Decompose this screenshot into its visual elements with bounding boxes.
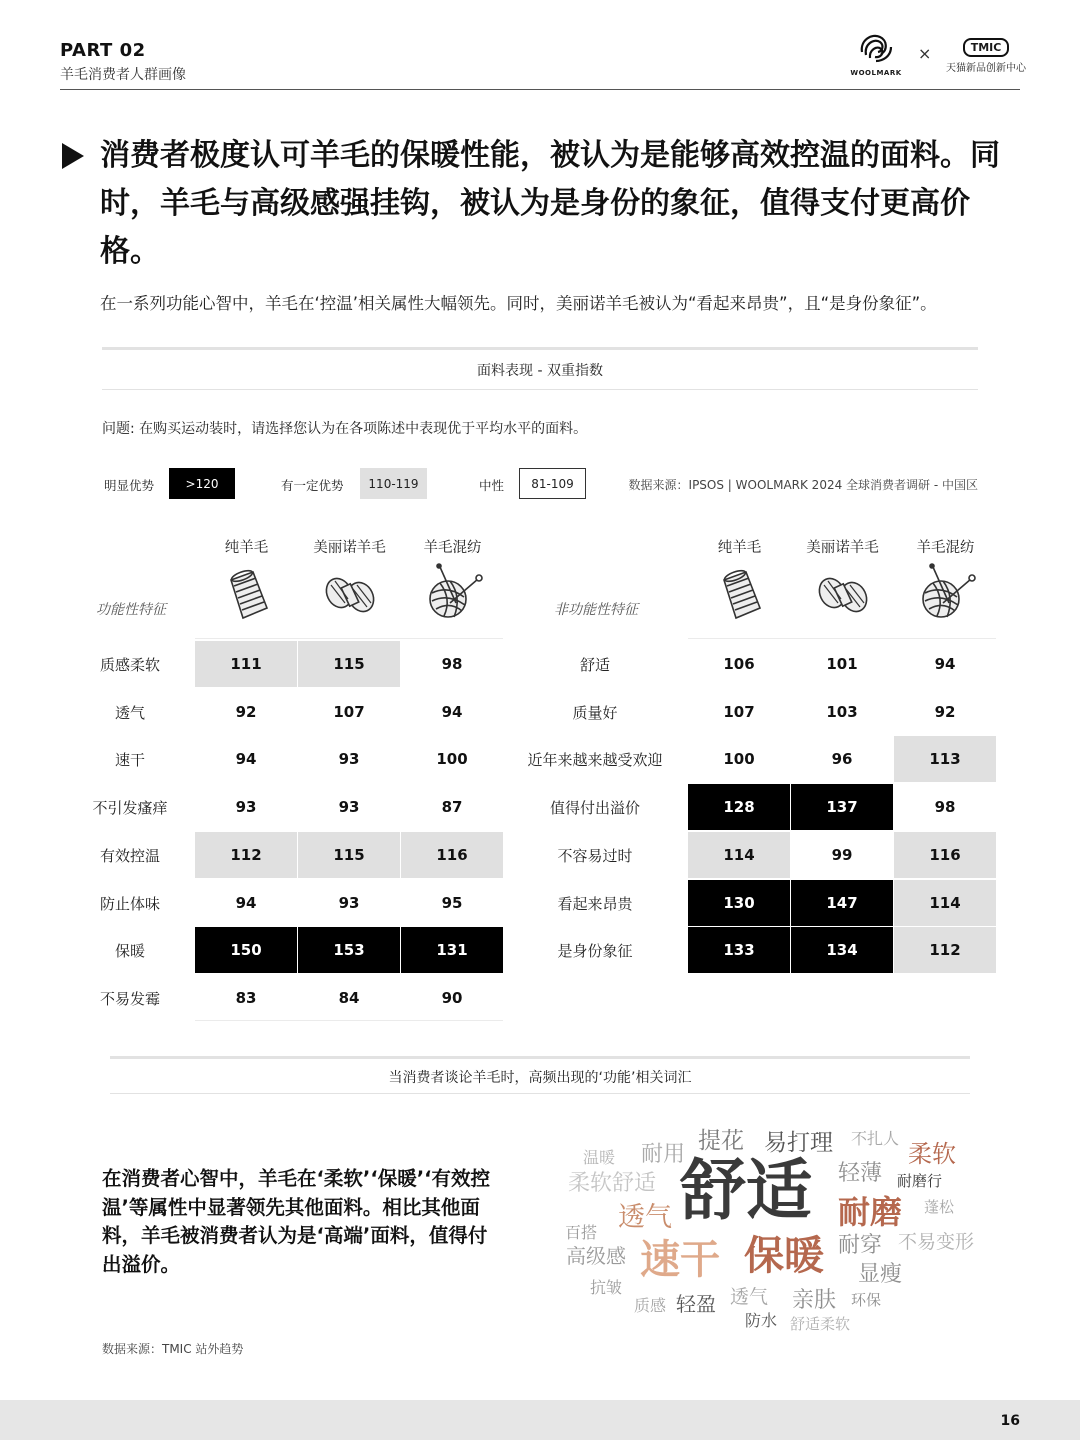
index-cell: 90 — [441, 988, 463, 1007]
wordcloud-word: 蓬松 — [924, 1198, 955, 1216]
index-cell: 100 — [436, 750, 468, 769]
index-cell: 98 — [934, 798, 956, 817]
index-cell: 94 — [934, 655, 956, 673]
legend-some-swatch: 110-119 — [360, 468, 427, 499]
wordcloud-word: 环保 — [851, 1291, 882, 1309]
col-header-wool-blend: 羊毛混纺 — [423, 540, 482, 556]
index-cell: 128 — [688, 784, 790, 830]
index-cell: 101 — [826, 655, 858, 673]
part-subtitle: 羊毛消费者人群画像 — [60, 67, 186, 83]
wordcloud-word: 不易变形 — [898, 1231, 975, 1253]
index-cell: 133 — [688, 927, 790, 973]
index-cell: 111 — [195, 641, 297, 687]
wordcloud-word: 保暖 — [744, 1233, 824, 1279]
index-cell: 93 — [338, 750, 360, 769]
row-label: 是身份象征 — [557, 942, 633, 961]
row-label: 不引发瘙痒 — [92, 799, 168, 818]
index-cell: 103 — [826, 702, 858, 721]
wordcloud-word: 易打理 — [764, 1130, 833, 1156]
index-cell: 93 — [338, 798, 360, 817]
footer-bar — [0, 1400, 1080, 1440]
wordcloud-word: 舒适柔软 — [790, 1315, 851, 1333]
wordcloud-word: 透气 — [730, 1286, 769, 1308]
index-cell: 96 — [831, 750, 853, 769]
index-cell: 115 — [298, 641, 400, 687]
wool-skein-icon — [298, 564, 401, 624]
col-header-pure-wool: 纯羊毛 — [717, 540, 762, 556]
row-label: 有效控温 — [99, 846, 160, 865]
index-cell: 130 — [688, 880, 790, 926]
row-label: 保暖 — [114, 942, 145, 961]
index-cell: 83 — [235, 988, 257, 1007]
col-header-merino-wool: 美丽诺羊毛 — [806, 540, 879, 556]
wool-skein-icon — [791, 564, 894, 624]
row-label: 透气 — [114, 703, 145, 722]
index-cell: 112 — [195, 832, 297, 878]
wordcloud-word: 柔软舒适 — [568, 1171, 657, 1196]
index-cell: 95 — [441, 893, 463, 912]
row-label: 值得付出溢价 — [549, 799, 640, 818]
index-cell: 112 — [894, 927, 996, 973]
yarn-ball-needles-icon — [894, 564, 997, 624]
wordcloud-title: 当消费者谈论羊毛时，高频出现的‘功能’相关词汇 — [388, 1070, 692, 1086]
wordcloud-title-rule — [110, 1093, 970, 1094]
wordcloud-word: 舒适 — [680, 1152, 812, 1229]
tmic-wordmark: TMIC — [963, 38, 1010, 57]
wordcloud-word: 防水 — [745, 1311, 778, 1330]
subheadline: 在一系列功能心智中，羊毛在‘控温’相关属性大幅领先。同时，美丽诺羊毛被认为“看起来昂贵”，且“是身份象征”。 — [100, 294, 937, 313]
index-cell: 116 — [401, 832, 503, 878]
legend-neutral-swatch: 81-109 — [519, 468, 586, 499]
yarn-ball-needles-icon — [401, 564, 504, 624]
index-cell: 137 — [791, 784, 893, 830]
col-header-wool-blend: 羊毛混纺 — [916, 540, 975, 556]
triangle-bullet-icon — [62, 143, 84, 169]
index-cell: 99 — [831, 845, 853, 864]
wordcloud-word: 显瘦 — [858, 1262, 903, 1287]
row-label: 看起来昂贵 — [557, 894, 633, 913]
wordcloud-word: 亲肤 — [792, 1288, 837, 1313]
index-cell: 113 — [894, 736, 996, 782]
legend-neutral-label: 中性 — [479, 478, 505, 493]
index-cell: 114 — [688, 832, 790, 878]
row-label: 舒适 — [579, 656, 610, 674]
wordcloud-word: 百搭 — [565, 1223, 598, 1242]
index-cell: 107 — [723, 702, 755, 721]
index-cell: 93 — [338, 893, 360, 912]
chart-title: 面料表现 - 双重指数 — [477, 363, 603, 379]
index-cell: 94 — [235, 750, 257, 769]
wordcloud-word: 轻盈 — [676, 1292, 716, 1316]
wordcloud-word: 质感 — [634, 1296, 667, 1315]
tmic-logo — [944, 36, 1028, 74]
row-label: 速干 — [114, 751, 145, 770]
index-cell: 106 — [723, 655, 755, 673]
woolmark-icon — [856, 30, 896, 64]
wordcloud-word: 轻薄 — [838, 1161, 883, 1186]
wordcloud-word: 温暖 — [583, 1148, 616, 1167]
survey-question: 问题: 在购买运动装时，请选择您认为在各项陈述中表现优于平均水平的面料。 — [102, 421, 588, 437]
legend-some-label: 有一定优势 — [281, 478, 344, 493]
index-cell: 115 — [298, 832, 400, 878]
row-label: 不容易过时 — [557, 846, 633, 865]
headline: 消费者极度认可羊毛的保暖性能，被认为是能够高效控温的面料。同时，羊毛与高级感强挂钩，被认为是身份的象征，值得支付更高价格。 — [100, 138, 1000, 269]
index-cell: 114 — [894, 880, 996, 926]
index-cell: 92 — [934, 702, 956, 721]
index-cell: 131 — [401, 927, 503, 973]
tmic-org-name: 天猫新品创新中心 — [946, 63, 1026, 74]
legend-strong-label: 明显优势 — [104, 478, 155, 493]
header-divider — [60, 89, 1020, 90]
wordcloud-word: 速干 — [640, 1237, 720, 1283]
index-cell: 98 — [441, 655, 463, 673]
wordcloud-word: 不扎人 — [851, 1129, 900, 1148]
index-cell: 150 — [195, 927, 297, 973]
part-label: PART 02 — [60, 40, 146, 61]
index-cell: 94 — [235, 893, 257, 912]
left-table-top-rule — [195, 638, 503, 639]
index-cell: 87 — [441, 798, 463, 817]
woolmark-wordmark: WOOLMARK — [850, 69, 902, 77]
index-cell: 94 — [441, 702, 463, 721]
index-cell: 147 — [791, 880, 893, 926]
row-label: 质感柔软 — [99, 656, 160, 674]
wool-cone-icon — [195, 564, 298, 624]
wordcloud-word: 抗皱 — [590, 1278, 623, 1297]
right-table-top-rule — [688, 638, 996, 639]
functional-category-label: 功能性特征 — [96, 602, 166, 618]
col-header-merino-wool: 美丽诺羊毛 — [313, 540, 386, 556]
index-cell: 153 — [298, 927, 400, 973]
summary-text: 在消费者心智中，羊毛在‘柔软’‘保暖’‘有效控温’等属性中显著领先其他面料。相比其他面料，羊毛被消费者认为是‘高端’面料，值得付出溢价。 — [102, 1167, 491, 1276]
logo-separator: × — [918, 44, 932, 63]
wordcloud-word: 耐穿 — [838, 1233, 883, 1258]
wordcloud-word: 耐磨行 — [897, 1172, 943, 1190]
row-label: 防止体味 — [99, 894, 160, 913]
nonfunctional-category-label: 非功能性特征 — [554, 602, 638, 618]
wordcloud-word: 高级感 — [566, 1244, 626, 1268]
page-number: 16 — [1000, 1413, 1020, 1429]
index-cell: 134 — [791, 927, 893, 973]
chart-top-rule — [102, 347, 978, 350]
wordcloud-word: 耐用 — [641, 1142, 686, 1167]
wordcloud-word: 透气 — [618, 1202, 672, 1233]
index-cell: 92 — [235, 702, 257, 721]
index-cell: 100 — [723, 750, 755, 769]
index-cell: 116 — [894, 832, 996, 878]
wool-cone-icon — [688, 564, 791, 624]
wordcloud-word: 耐磨 — [838, 1193, 903, 1231]
chart-source: 数据来源：IPSOS | WOOLMARK 2024 全球消费者调研 - 中国区 — [628, 478, 978, 492]
row-label: 质量好 — [572, 703, 618, 722]
chart-title-rule — [102, 389, 978, 390]
index-cell: 107 — [333, 702, 365, 721]
wordcloud-word: 柔软 — [908, 1140, 956, 1168]
col-header-pure-wool: 纯羊毛 — [224, 540, 269, 556]
legend-strong-swatch: >120 — [169, 468, 235, 499]
row-label: 不易发霉 — [99, 989, 160, 1008]
row-label: 近年来越来越受欢迎 — [527, 751, 663, 770]
wordcloud-word: 提花 — [698, 1128, 744, 1154]
index-cell: 93 — [235, 798, 257, 817]
index-cell: 84 — [338, 988, 360, 1007]
summary-source: 数据来源：TMIC 站外趋势 — [102, 1342, 244, 1356]
woolmark-logo — [848, 30, 904, 82]
wordcloud-top-rule — [110, 1056, 970, 1059]
